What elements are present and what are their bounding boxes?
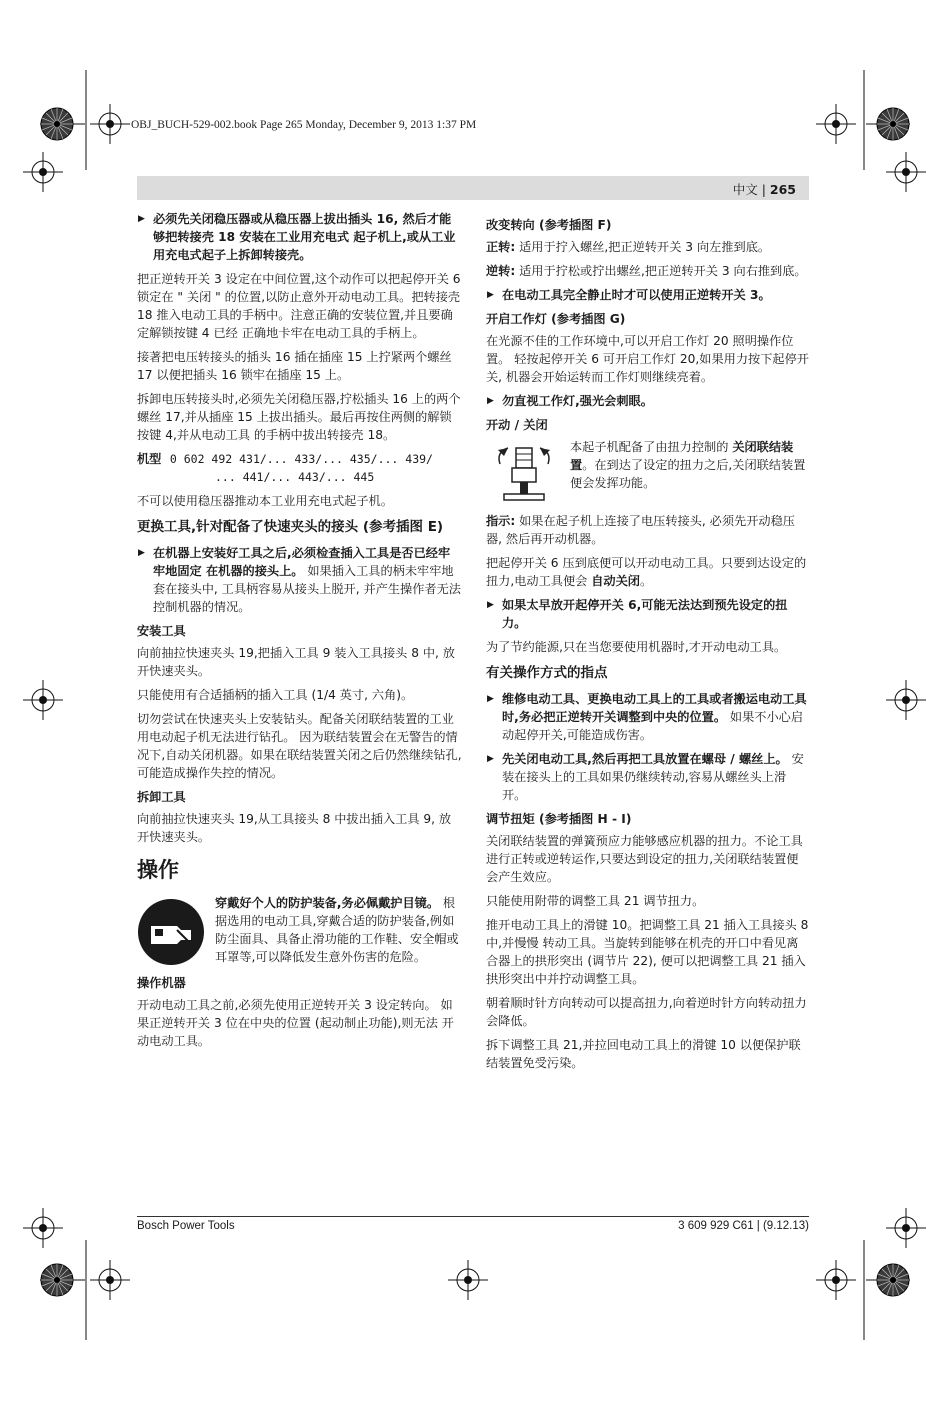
paragraph: 不可以使用稳压器推动本工业用充电式起子机。 (137, 494, 393, 508)
subheading: 改变转向 (参考插图 F) (486, 218, 612, 232)
paragraph: 逆转: 适用于拧松或拧出螺丝,把正逆转开关 3 向右推到底。 (486, 264, 807, 278)
section-heading: 更换工具,针对配备了快速夹头的接头 (参考插图 E) (137, 519, 444, 535)
warning-direction: ▶ 在电动工具完全静止时才可以使用正逆转开关 3。 (487, 288, 771, 302)
warning-release: ▶ 如果太早放开起停开关 6,可能无法达到预先设定的扭力。 (487, 598, 788, 630)
paragraph: 切勿尝试在快速夹头上安装钻头。配备关闭联结装置的工业用电动起子机无法进行钻孔。 因为联结装置会在无警告的情况下,自动关闭机器。如果在联结装置关闭之后仍然继续钻孔,可能造成操作失控的情况。 (137, 712, 462, 780)
subheading: 开启工作灯 (参考插图 G) (486, 312, 626, 326)
safety-goggles-icon (137, 898, 205, 966)
section-heading: 有关操作方式的指点 (486, 665, 608, 681)
paragraph: 只能使用有合适插柄的插入工具 (1/4 英寸, 六角)。 (137, 688, 414, 702)
paragraph: 把正逆转开关 3 设定在中间位置,这个动作可以把起停开关 6 锁定在 " 关闭 " 的位置,以防止意外开动电动工具。把转接壳 18 推入电动工具的手柄中。注意正确的安装位置,并且要确定解锁按键 4 已经 正确地卡牢在电动工具的手柄上。 (137, 272, 461, 340)
footer-doc-number: 3 609 929 C61 | (9.12.13) (678, 1220, 809, 1232)
paragraph: 向前抽拉快速夹头 19,把插入工具 9 装入工具接头 8 中, 放开快速夹头。 (137, 646, 455, 678)
warning-converter: ▶ 必须先关闭稳压器或从稳压器上拔出插头 16, 然后才能够把转接壳 18 安装在工业用充电式 起子机上,或从工业用充电式起子上拆卸转接壳。 (138, 212, 456, 262)
model-numbers: 机型 0 602 492 431/... 433/... 435/... 439/ ... 441/... 443/... 445 (137, 452, 433, 484)
tip-maintenance: ▶ 维修电动工具、更换电动工具上的工具或者搬运电动工具时,务必把正逆转开关调整到中央的位置。 如果不小心启动起停开关,可能造成伤害。 (487, 692, 807, 742)
subheading: 调节扭矩 (参考插图 H - I) (486, 812, 632, 826)
paragraph: 接著把电压转接头的插头 16 插在插座 15 上拧紧两个螺丝 17 以便把插头 16 锁牢在插座 15 上。 (137, 350, 452, 382)
chapter-title: 操作 (137, 858, 179, 882)
footer-brand: Bosch Power Tools (137, 1220, 235, 1232)
bullet-triangle-icon: ▶ (487, 290, 494, 300)
page-header (137, 176, 809, 200)
paragraph: 为了节约能源,只在当您要使用机器时,才开动电动工具。 (486, 640, 787, 654)
paragraph: 把起停开关 6 压到底便可以开动电动工具。只要到达设定的扭力,电动工具便会 自动关闭。 (486, 556, 807, 588)
paragraph: 朝着顺时针方向转动可以提高扭力,向着逆时针方向转动扭力会降低。 (486, 996, 807, 1028)
paragraph: 向前抽拉快速夹头 19,从工具接头 8 中拔出插入工具 9, 放开快速夹头。 (137, 812, 452, 844)
left-column (137, 210, 462, 1056)
bullet-triangle-icon: ▶ (487, 600, 494, 610)
paragraph: 指示: 如果在起子机上连接了电压转接头, 必须先开动稳压器, 然后再开动机器。 (486, 514, 795, 546)
paragraph: 关闭联结装置的弹簧预应力能够感应机器的扭力。不论工具进行正转或逆转运作,只要达到设定的扭力,关闭联结装置便会产生效应。 (486, 834, 803, 884)
screwdriver-clutch-icon (494, 442, 554, 504)
paragraph: 拆下调整工具 21,并拉回电动工具上的滑键 10 以便保护联结装置免受污染。 (486, 1038, 801, 1070)
clutch-note (486, 438, 809, 504)
header-language: 中文 (732, 182, 758, 197)
bullet-triangle-icon: ▶ (138, 214, 145, 224)
bullet-triangle-icon: ▶ (138, 548, 145, 558)
paragraph: 只能使用附带的调整工具 21 调节扭力。 (486, 894, 705, 908)
footer-rule (137, 1216, 809, 1217)
header-page-label: 中文 | 265 (732, 182, 796, 197)
subheading: 安装工具 (137, 624, 186, 638)
header-page-number: 265 (769, 182, 796, 197)
paragraph: 推开电动工具上的滑键 10。把调整工具 21 插入工具接头 8 中,并慢慢 转动工具。当旋转到能够在机壳的开口中看见离合器上的拱形突出 (调节片 22), 便可以把调整工具 21 插入拱形突出中并拧动调整工具。 (486, 918, 809, 986)
clutch-text: 本起子机配备了由扭力控制的 关闭联结装置。在到达了设定的扭力之后,关闭联结装置便会发挥功能。 (570, 440, 806, 490)
paragraph: 开动电动工具之前,必须先使用正逆转开关 3 设定转向。 如果正逆转开关 3 位在中央的位置 (起动制止功能),则无法 开动电动工具。 (137, 998, 454, 1048)
paragraph: 在光源不佳的工作环境中,可以开启工作灯 20 照明操作位置。 轻按起停开关 6 可开启工作灯 20,如果用力按下起停开关, 机器会开始运转而工作灯则继续亮着。 (486, 334, 809, 384)
warning-light: ▶ 勿直视工作灯,强光会刺眼。 (487, 394, 653, 408)
print-slug: OBJ_BUCH-529-002.book Page 265 Monday, December 9, 2013 1:37 PM (131, 119, 477, 131)
subheading: 拆卸工具 (137, 790, 186, 804)
tip-placement: ▶ 先关闭电动工具,然后再把工具放置在螺母 / 螺丝上。 安装在接头上的工具如果仍继续转动,容易从螺丝头上滑开。 (487, 752, 804, 802)
paragraph: 拆卸电压转接头时,必须先关闭稳压器,拧松插头 16 上的两个螺丝 17,并从插座 15 上拔出插头。最后再按住两侧的解锁按键 4,并从电动工具 的手柄中拔出转接壳 18。 (137, 392, 461, 442)
subheading: 操作机器 (137, 976, 186, 990)
safety-note (137, 894, 462, 966)
warning-tool-fit: ▶ 在机器上安装好工具之后,必须检查插入工具是否已经牢牢地固定 在机器的接头上。 如果插入工具的柄未牢牢地套在接头中, 工具柄容易从接头上脱开, 并产生操作者无法控制机器的情况。 (138, 546, 461, 614)
right-column (486, 210, 809, 1078)
bullet-triangle-icon: ▶ (487, 396, 494, 406)
safety-text: 穿戴好个人的防护装备,务必佩戴护目镜。 根据选用的电动工具,穿戴合适的防护装备,例如防尘面具、具备止滑功能的工作鞋、安全帽或耳罩等,可以降低发生意外伤害的危险。 (215, 896, 459, 964)
bullet-triangle-icon: ▶ (487, 694, 494, 704)
paragraph: 正转: 适用于拧入螺丝,把正逆转开关 3 向左推到底。 (486, 240, 771, 254)
subheading: 开动 / 关闭 (486, 418, 548, 432)
bullet-triangle-icon: ▶ (487, 754, 494, 764)
